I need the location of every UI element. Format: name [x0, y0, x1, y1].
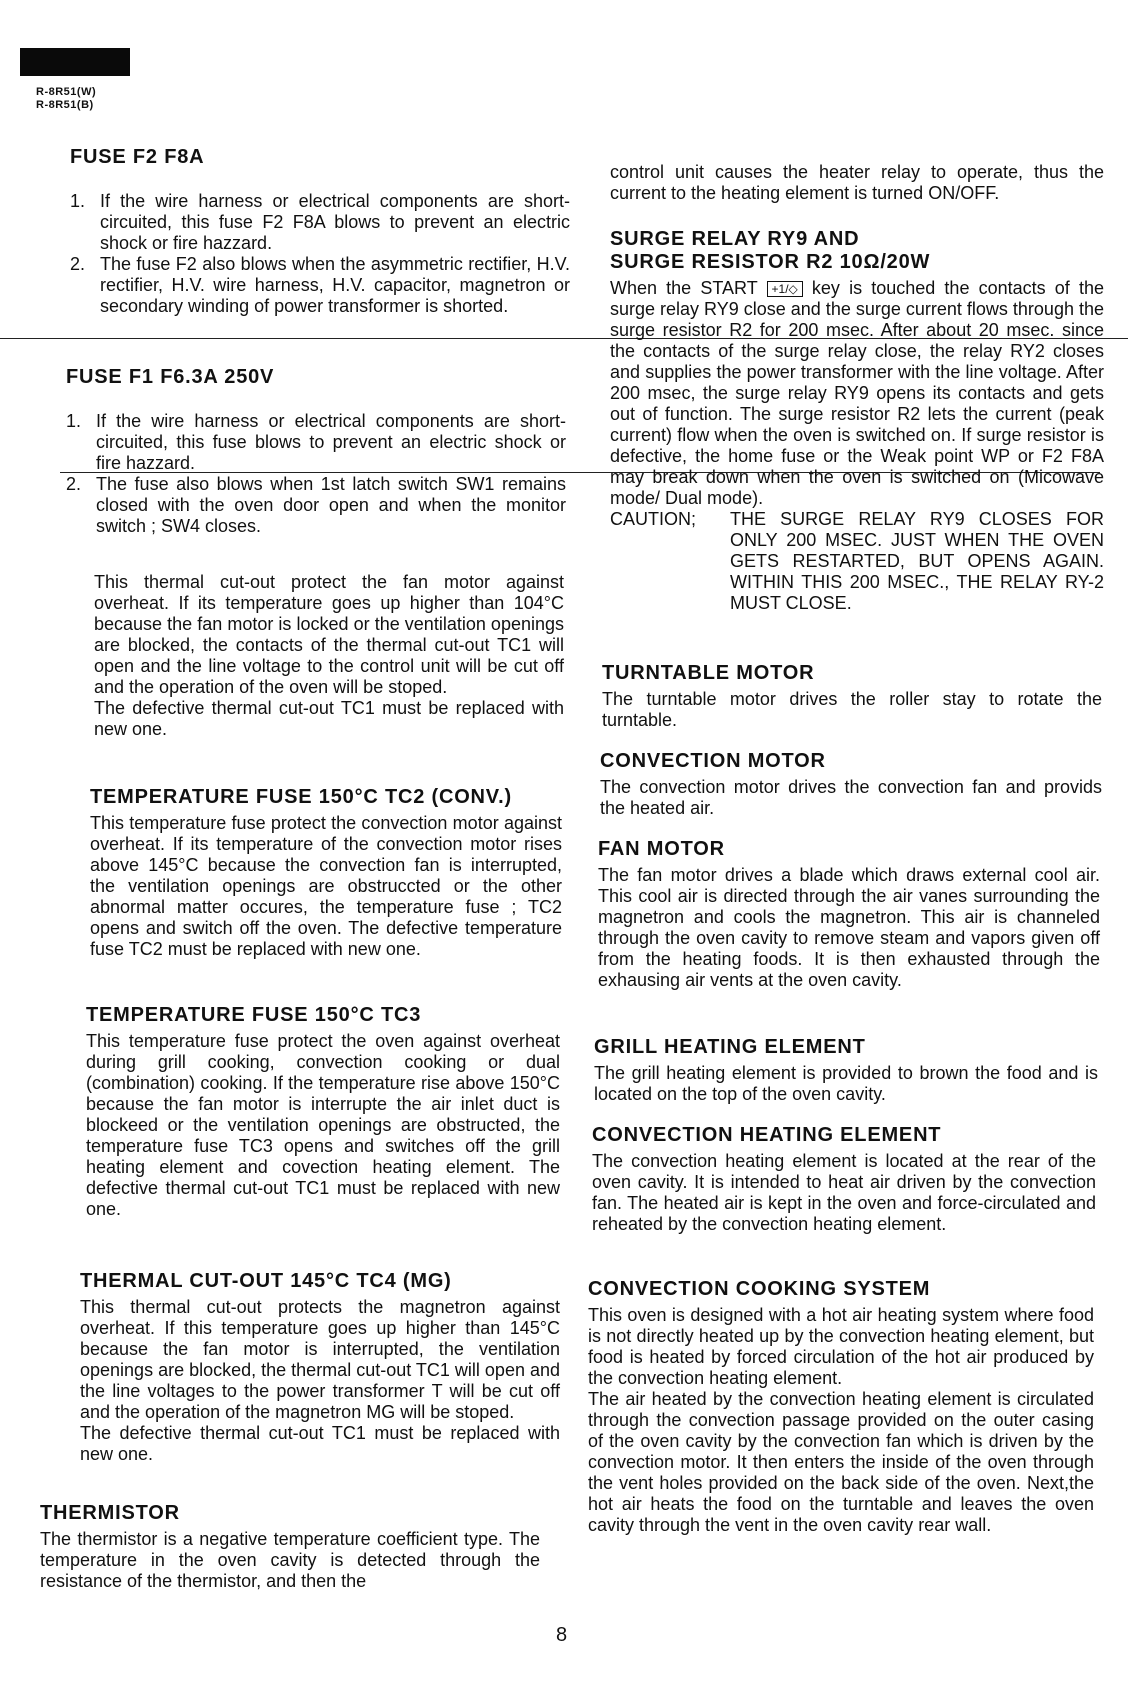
paragraph: The convection motor drives the convection fan and provids the heated air.	[600, 777, 1102, 818]
list-item	[66, 474, 566, 537]
section-heading: FUSE F1 F6.3A 250V	[66, 366, 275, 388]
paragraph: This temperature fuse protect the oven against overheat during grill cooking, convection cooking or dual (combination) cooking. If the temperature rise above 150°C because the fan motor is interrupte the air inlet duct is blockeed or the ventilation openings are obstructed, the temperature fuse TC3 opens and switches off the grill heating element and covection heating element. The defective thermal cut-out TC1 must be replaced with new one.	[86, 1031, 560, 1219]
continuation-paragraph	[610, 162, 1104, 204]
section-heading: CONVECTION COOKING SYSTEM	[588, 1278, 931, 1300]
paragraph: This oven is designed with a hot air heating system where food is not directly heated up by the convection heating element, but food is heated by forced circulation of the hot air produced by the convection heating element.	[588, 1305, 1094, 1388]
model-numbers	[36, 86, 96, 112]
paragraph: This temperature fuse protect the convection motor against overheat. If its temperature of the convection motor rises above 145°C because the convection fan is interrupted, the ventilation openings are obstruccted or the other abnormal matter occures, the temperature fuse ; TC2 opens and switch off the oven. The defective temperature fuse TC2 must be replaced with new one.	[90, 813, 562, 959]
list-text: The fuse also blows when 1st latch switch SW1 remains closed with the oven door open and when the monitor switch ; SW4 closes.	[96, 474, 566, 536]
page-number: 8	[556, 1624, 568, 1646]
surge-section	[610, 228, 1104, 614]
paragraph: The defective thermal cut-out TC1 must be replaced with new one.	[94, 698, 564, 739]
surge-text-start: When the START	[610, 278, 758, 298]
list-item	[66, 411, 566, 474]
section-heading: SURGE RELAY RY9 AND	[610, 228, 860, 250]
tc4-section	[80, 1270, 560, 1465]
model-number: R-8R51(B)	[36, 99, 94, 111]
fuse-f1-section	[66, 366, 566, 537]
convection-system-section	[588, 1278, 1094, 1536]
paragraph: The convection heating element is located at the rear of the oven cavity. It is intended to heat air driven by the convection fan. The heated air is kept in the oven and force-circulated and reheated by the convection heating element.	[592, 1151, 1096, 1234]
section-heading: GRILL HEATING ELEMENT	[594, 1036, 866, 1058]
paragraph: The grill heating element is provided to brown the food and is located on the top of the oven cavity.	[594, 1063, 1098, 1104]
list-text: If the wire harness or electrical components are short-circuited, this fuse blows to prevent an electric shock or fire hazzard.	[96, 411, 566, 473]
paragraph	[610, 278, 1104, 509]
paragraph: The thermistor is a negative temperature coefficient type. The temperature in the oven cavity is detected through the resistance of the thermistor, and then the	[40, 1529, 540, 1591]
paragraph: control unit causes the heater relay to operate, thus the current to the heating element is turned ON/OFF.	[610, 162, 1104, 203]
header-black-bar	[20, 48, 130, 76]
caution-text: THE SURGE RELAY RY9 CLOSES FOR ONLY 200 MSEC. JUST WHEN THE OVEN GETS RESTARTED, BUT OPENS AGAIN. WITHIN THIS 200 MSEC., THE RELAY RY-2 MUST CLOSE.	[730, 509, 1104, 613]
paragraph: The turntable motor drives the roller stay to rotate the turntable.	[602, 689, 1102, 730]
paragraph: This thermal cut-out protects the magnetron against overheat. If this temperature goes up higher than 145°C because the fan motor is interrupted, the ventilation openings are blocked, the thermal cut-out TC1 will open and the line voltages to the power transformer T will be cut off and the operation of the magnetron MG will be stoped.	[80, 1297, 560, 1422]
section-heading: TEMPERATURE FUSE 150°C TC3	[86, 1004, 422, 1026]
list-text: The fuse F2 also blows when the asymmetric rectifier, H.V. rectifier, H.V. wire harness, H.V. capacitor, magnetron or secondary winding of power transformer is shorted.	[100, 254, 570, 316]
section-heading: THERMAL CUT-OUT 145°C TC4 (MG)	[80, 1270, 452, 1292]
list-number: 2.	[66, 474, 82, 494]
start-key-icon: +1/◇	[767, 281, 803, 297]
convection-heating-section	[592, 1124, 1096, 1235]
caution-label: CAUTION;	[610, 509, 697, 529]
section-heading: THERMISTOR	[40, 1502, 180, 1524]
turntable-section	[602, 662, 1102, 731]
section-heading: FAN MOTOR	[598, 838, 725, 860]
paragraph: The air heated by the convection heating element is circulated through the convection passage provided on the outer casing of the oven cavity by the convection fan which is driven by the convection motor. It then enters the inside of the oven through the vent holes provided on the back side of the oven. Next,the hot air heats the food on the turntable and leaves the oven cavity through the vent in the oven cavity rear wall.	[588, 1389, 1094, 1535]
list-number: 2.	[70, 254, 86, 274]
section-heading: SURGE RESISTOR R2 10Ω/20W	[610, 251, 931, 273]
caution-note	[610, 509, 1104, 614]
tc3-section	[86, 1004, 560, 1220]
paragraph: The fan motor drives a blade which draws external cool air. This cool air is directed through the air vanes surrounding the magnetron and cools the magnetron. This air is channeled through the oven cavity to remove steam and vapors given off from the heating foods. It is then exhausted through the exhausing air vents at the oven cavity.	[598, 865, 1100, 990]
section-heading: CONVECTION MOTOR	[600, 750, 826, 772]
section-heading: FUSE F2 F8A	[70, 146, 205, 168]
convection-motor-section	[600, 750, 1102, 819]
section-heading: TEMPERATURE FUSE 150°C TC2 (CONV.)	[90, 786, 512, 808]
fuse-f2-section	[70, 146, 570, 317]
section-heading: TURNTABLE MOTOR	[602, 662, 815, 684]
list-number: 1.	[66, 411, 82, 431]
model-number: R-8R51(W)	[36, 86, 97, 98]
tc2-section	[90, 786, 562, 960]
list-item	[70, 254, 570, 317]
section-heading: CONVECTION HEATING ELEMENT	[592, 1124, 942, 1146]
list-item	[70, 191, 570, 254]
surge-text-rest: key is touched the contacts of the surge relay RY9 close and the surge current flows through the surge resistor R2 for 200 msec. After about 20 msec. since the contacts of the surge relay close, the relay RY2 closes and supplies the power transformer with the line voltage. After 200 msec, the surge relay RY9 opens its contacts and gets out of function. The surge resistor R2 lets the current (peak current) flow when the oven is switched on. If surge resistor is defective, the home fuse or the Weak point WP or F2 F8A may break down when the oven is switched on (Micowave mode/ Dual mode).	[610, 278, 1104, 508]
list-text: If the wire harness or electrical components are short-circuited, this fuse F2 F8A blows to prevent an electric shock or fire hazzard.	[100, 191, 570, 253]
thermal-tc1-section	[94, 572, 564, 740]
list-number: 1.	[70, 191, 86, 211]
paragraph: The defective thermal cut-out TC1 must be replaced with new one.	[80, 1423, 560, 1464]
fan-motor-section	[598, 838, 1100, 991]
paragraph: This thermal cut-out protect the fan motor against overheat. If its temperature goes up higher than 104°C because the fan motor is locked or the ventilation openings are blocked, the contacts of the thermal cut-out TC1 will open and the line voltage to the control unit will be cut off and the operation of the oven will be stoped.	[94, 572, 564, 697]
grill-section	[594, 1036, 1098, 1105]
thermistor-section	[40, 1502, 540, 1592]
